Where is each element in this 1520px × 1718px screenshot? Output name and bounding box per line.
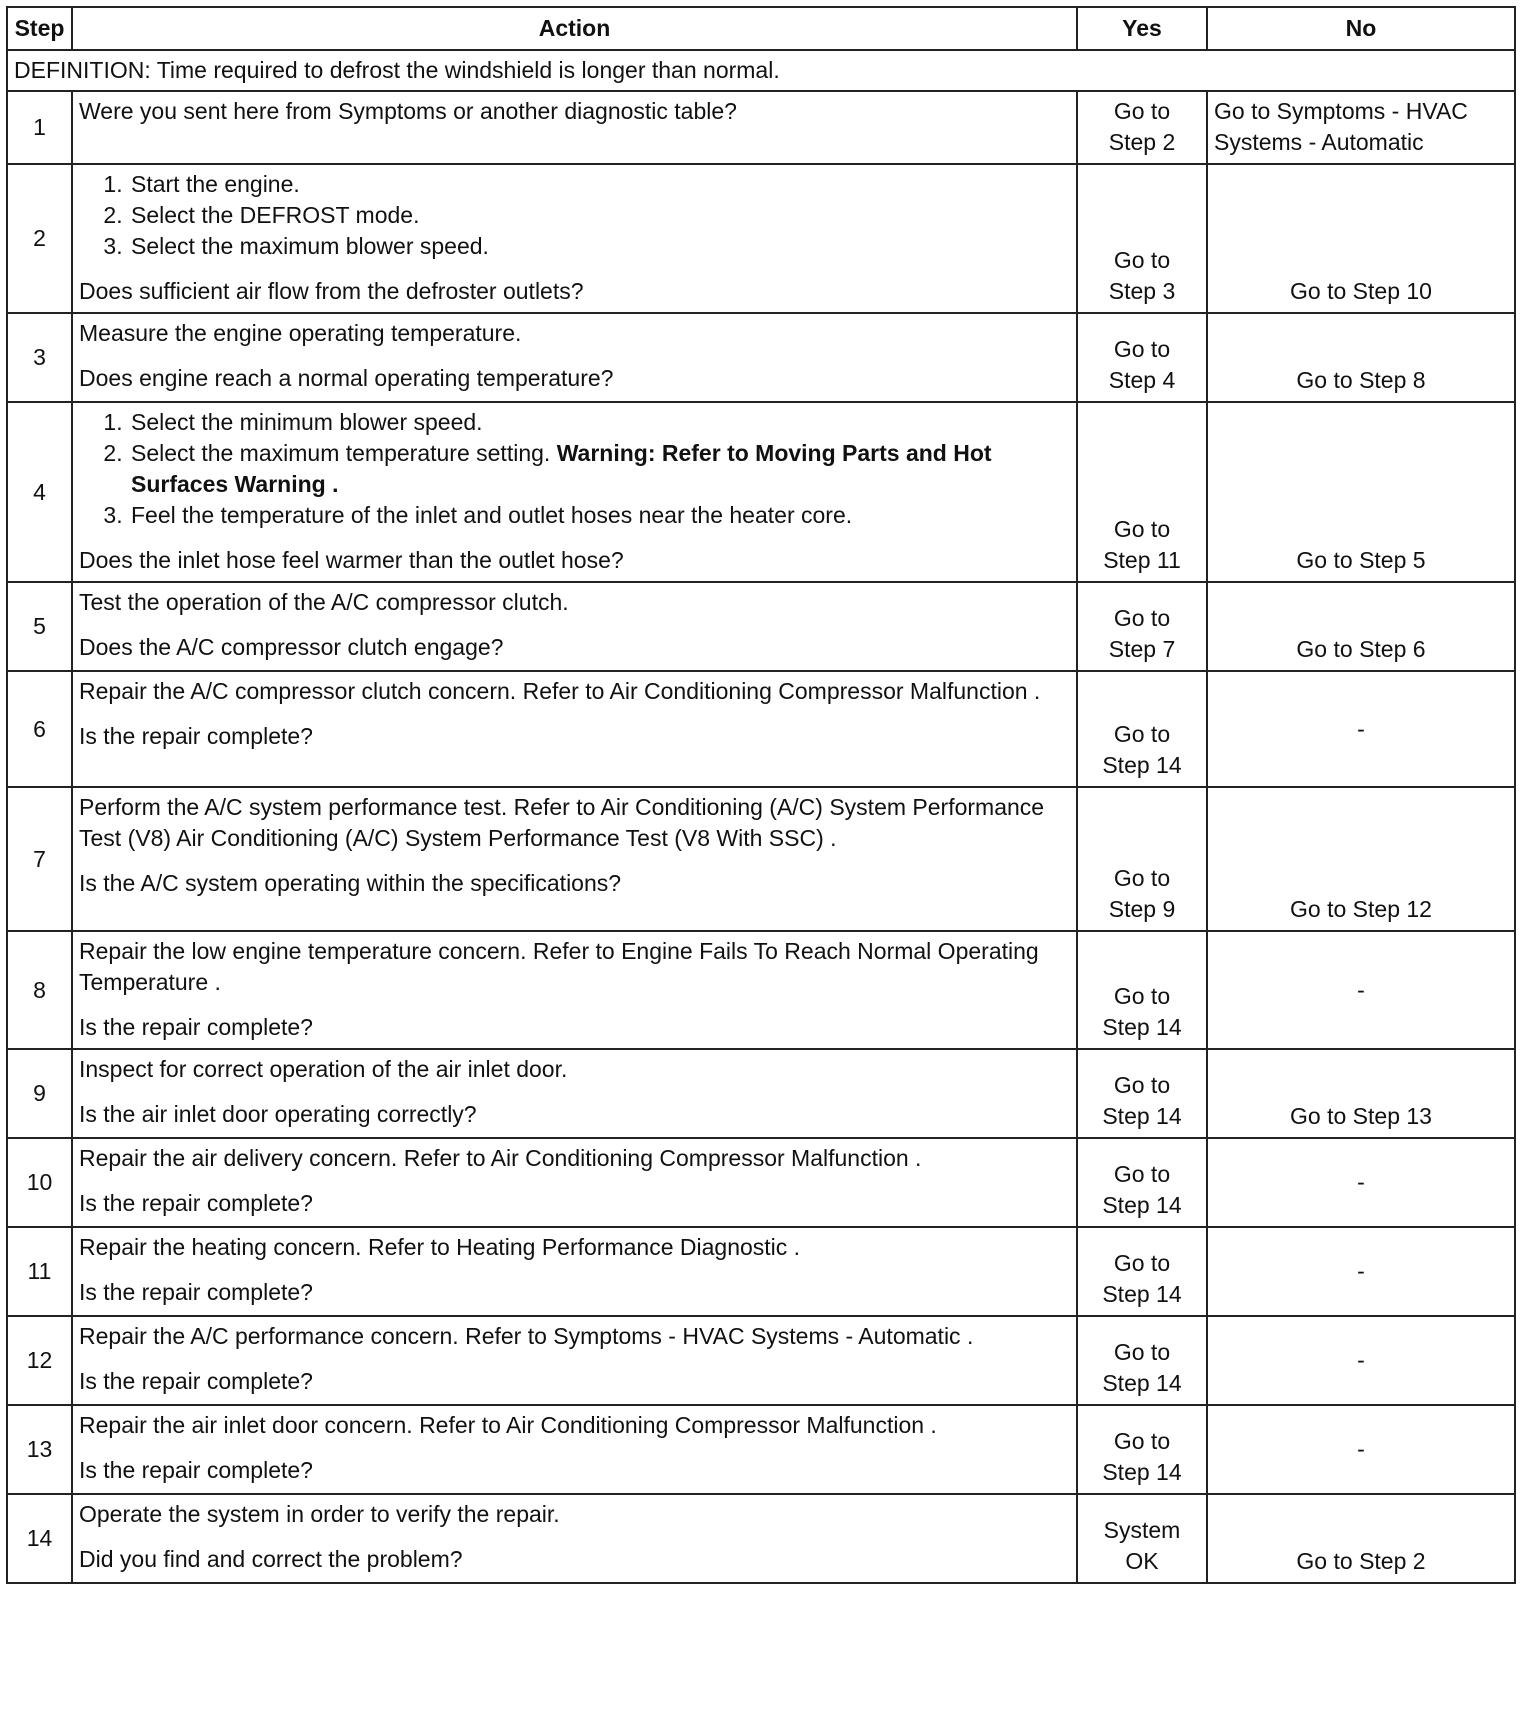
action-question: Does the A/C compressor clutch engage? xyxy=(79,634,504,660)
step-number: 10 xyxy=(7,1138,72,1227)
header-action: Action xyxy=(72,7,1077,50)
step-number: 6 xyxy=(7,671,72,787)
no-cell: Go to Step 13 xyxy=(1207,1049,1515,1138)
action-cell xyxy=(72,1227,1077,1316)
yes-cell: Go to Step 9 xyxy=(1077,787,1207,931)
no-cell: Go to Step 8 xyxy=(1207,313,1515,402)
action-question: Did you find and correct the problem? xyxy=(79,1546,463,1572)
yes-cell: Go to Step 11 xyxy=(1077,402,1207,582)
action-question: Is the repair complete? xyxy=(79,1190,313,1216)
step-number: 3 xyxy=(7,313,72,402)
action-text: Perform the A/C system performance test. Refer to Air Conditioning (A/C) System Performance Test (V8) Air Conditioning (A/C) System Performance Test (V8 With SSC) . xyxy=(79,794,1045,851)
yes-cell: Go to Step 4 xyxy=(1077,313,1207,402)
no-cell: Go to Step 2 xyxy=(1207,1494,1515,1583)
table-row xyxy=(7,1227,1515,1316)
yes-cell: Go to Step 7 xyxy=(1077,582,1207,671)
step-number: 13 xyxy=(7,1405,72,1494)
action-text: Repair the air delivery concern. Refer to Air Conditioning Compressor Malfunction . xyxy=(79,1145,922,1171)
table-row xyxy=(7,931,1515,1049)
action-cell xyxy=(72,402,1077,582)
header-no: No xyxy=(1207,7,1515,50)
table-row xyxy=(7,1316,1515,1405)
action-cell xyxy=(72,671,1077,787)
step-number: 4 xyxy=(7,402,72,582)
no-cell: Go to Step 12 xyxy=(1207,787,1515,931)
table-row xyxy=(7,1138,1515,1227)
action-cell xyxy=(72,582,1077,671)
header-step: Step xyxy=(7,7,72,50)
action-question: Does the inlet hose feel warmer than the outlet hose? xyxy=(79,547,624,573)
no-cell: - xyxy=(1207,931,1515,1049)
action-cell xyxy=(72,787,1077,931)
table-row xyxy=(7,582,1515,671)
no-cell: Go to Step 6 xyxy=(1207,582,1515,671)
list-item: 2. Select the DEFROST mode. xyxy=(129,200,1070,231)
action-cell xyxy=(72,91,1077,164)
action-text: Test the operation of the A/C compressor clutch. xyxy=(79,589,569,615)
table-row xyxy=(7,1049,1515,1138)
action-cell xyxy=(72,931,1077,1049)
step-number: 7 xyxy=(7,787,72,931)
step-number: 12 xyxy=(7,1316,72,1405)
list-item xyxy=(129,438,1070,500)
action-question: Does sufficient air flow from the defroster outlets? xyxy=(79,278,584,304)
diagnostic-table xyxy=(6,6,1516,1584)
yes-cell: Go to Step 14 xyxy=(1077,1138,1207,1227)
no-cell: - xyxy=(1207,1138,1515,1227)
action-cell xyxy=(72,1405,1077,1494)
action-text: Operate the system in order to verify the repair. xyxy=(79,1501,560,1527)
action-text: Repair the heating concern. Refer to Heating Performance Diagnostic . xyxy=(79,1234,801,1260)
table-row xyxy=(7,1405,1515,1494)
table-row xyxy=(7,313,1515,402)
no-cell: - xyxy=(1207,1227,1515,1316)
diagnostic-table-container xyxy=(6,6,1514,1584)
yes-cell: Go to Step 14 xyxy=(1077,1405,1207,1494)
action-cell xyxy=(72,313,1077,402)
step-number: 1 xyxy=(7,91,72,164)
step-number: 14 xyxy=(7,1494,72,1583)
action-question: Is the repair complete? xyxy=(79,1014,313,1040)
action-question: Is the repair complete? xyxy=(79,723,313,749)
definition-text: DEFINITION: Time required to defrost the windshield is longer than normal. xyxy=(7,50,1515,91)
procedure-list xyxy=(79,407,1070,531)
yes-cell: System OK xyxy=(1077,1494,1207,1583)
step-number: 2 xyxy=(7,164,72,313)
action-question: Does engine reach a normal operating temperature? xyxy=(79,365,614,391)
no-cell: Go to Step 5 xyxy=(1207,402,1515,582)
action-text: Were you sent here from Symptoms or another diagnostic table? xyxy=(79,98,737,124)
yes-cell: Go to Step 14 xyxy=(1077,1049,1207,1138)
table-row xyxy=(7,671,1515,787)
yes-cell: Go to Step 14 xyxy=(1077,1316,1207,1405)
action-cell xyxy=(72,1049,1077,1138)
action-question: Is the repair complete? xyxy=(79,1457,313,1483)
list-item: 3. Select the maximum blower speed. xyxy=(129,231,1070,262)
list-item: 1. Select the minimum blower speed. xyxy=(129,407,1070,438)
action-question: Is the A/C system operating within the specifications? xyxy=(79,870,622,896)
table-row xyxy=(7,1494,1515,1583)
step-number: 9 xyxy=(7,1049,72,1138)
step-number: 11 xyxy=(7,1227,72,1316)
table-row xyxy=(7,402,1515,582)
no-cell: Go to Symptoms - HVAC Systems - Automatic xyxy=(1207,91,1515,164)
definition-row xyxy=(7,50,1515,91)
action-question: Is the repair complete? xyxy=(79,1279,313,1305)
step-number: 8 xyxy=(7,931,72,1049)
yes-cell: Go to Step 14 xyxy=(1077,1227,1207,1316)
no-cell: - xyxy=(1207,1316,1515,1405)
yes-cell: Go to Step 2 xyxy=(1077,91,1207,164)
no-cell: Go to Step 10 xyxy=(1207,164,1515,313)
header-row xyxy=(7,7,1515,50)
list-item-text: Select the maximum temperature setting. xyxy=(131,440,557,466)
action-cell xyxy=(72,164,1077,313)
action-question: Is the air inlet door operating correctly? xyxy=(79,1101,477,1127)
no-cell: - xyxy=(1207,671,1515,787)
action-cell xyxy=(72,1138,1077,1227)
yes-cell: Go to Step 3 xyxy=(1077,164,1207,313)
action-text: Inspect for correct operation of the air inlet door. xyxy=(79,1056,568,1082)
no-cell: - xyxy=(1207,1405,1515,1494)
action-text: Repair the air inlet door concern. Refer to Air Conditioning Compressor Malfunction . xyxy=(79,1412,937,1438)
warning-link[interactable]: Warning: Refer to Moving Parts and Hot Surfaces Warning . xyxy=(131,440,992,497)
list-item: 1. Start the engine. xyxy=(129,169,1070,200)
action-text: Measure the engine operating temperature. xyxy=(79,320,522,346)
step-number: 5 xyxy=(7,582,72,671)
procedure-list xyxy=(79,169,1070,262)
yes-cell: Go to Step 14 xyxy=(1077,671,1207,787)
table-row xyxy=(7,164,1515,313)
action-text: Repair the A/C performance concern. Refer to Symptoms - HVAC Systems - Automatic . xyxy=(79,1323,974,1349)
header-yes: Yes xyxy=(1077,7,1207,50)
action-question: Is the repair complete? xyxy=(79,1368,313,1394)
action-cell xyxy=(72,1316,1077,1405)
action-text: Repair the low engine temperature concern. Refer to Engine Fails To Reach Normal Operating Temperature . xyxy=(79,938,1039,995)
action-cell xyxy=(72,1494,1077,1583)
table-row xyxy=(7,91,1515,164)
list-item: 3. Feel the temperature of the inlet and outlet hoses near the heater core. xyxy=(129,500,1070,531)
table-row xyxy=(7,787,1515,931)
yes-cell: Go to Step 14 xyxy=(1077,931,1207,1049)
action-text: Repair the A/C compressor clutch concern. Refer to Air Conditioning Compressor Malfunction . xyxy=(79,678,1041,704)
